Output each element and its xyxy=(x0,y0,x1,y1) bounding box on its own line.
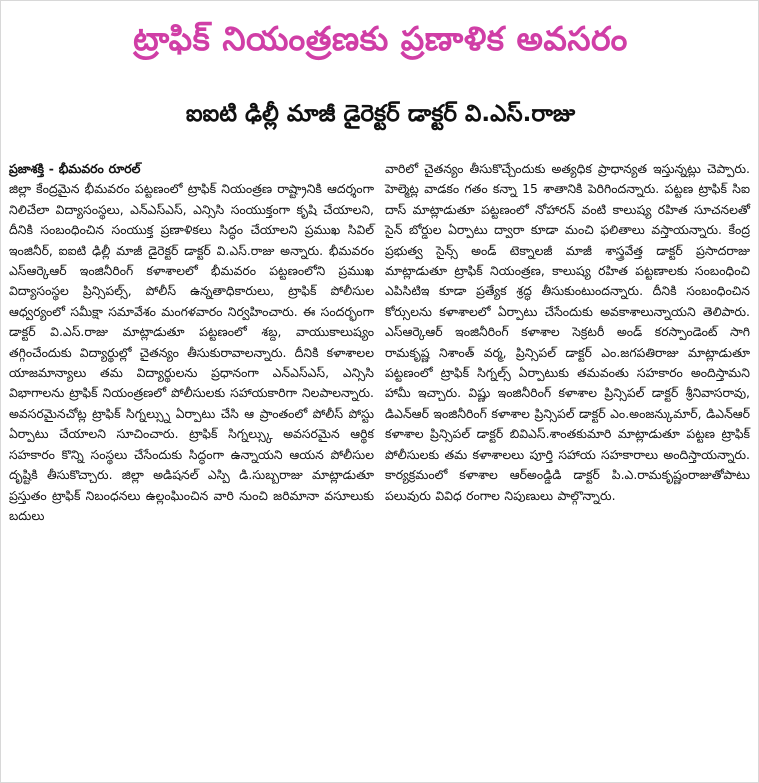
dateline: ప్రజాశక్తి - భీమవరం రూరల్ xyxy=(9,161,141,176)
body-text-right: వారిలో చైతన్యం తీసుకొచ్చేందుకు అత్యధిక ప్రాధాన్యత ఇస్తున్నట్లు చెప్పారు. హెల్మెట్ల వాడకం గతం కన్నా 15 శాతానికి పెరిగిందన్నారు. పట్టణ ట్రాఫిక్ సిఐ దాస్ మాట్లాడుతూ పట్టణంలో నోహారన్ వంటి కాలుష్య రహిత సూచనలతో సైన్ బోర్డుల ఏర్పాటు ద్వారా కూడా మంచి ఫలితాలు వస్తాయన్నారు. కేంద్ర ప్రభుత్వ సైన్స్ అండ్ టెక్నాలజీ మాజీ శాస్త్రవేత్త డాక్టర్ ప్రసాదరాజు మాట్లాడుతూ ట్రాఫిక్ నియంత్రణ, కాలుష్య రహిత పట్టణాలకు సంబంధించి ఎపిసిటిఇ కూడా ప్రత్యేక శ్రద్ధ తీసుకుంటుందన్నారు. దీనికి సంబంధించిన కోర్సులను కళాశాలలో ఏర్పాటు చేసేందుకు అవకాశాలున్నాయని తెలిపారు. ఎస్ఆర్కెఆర్ ఇంజినీరింగ్ కళాశాల సెక్రటరీ అండ్ కరస్పాండెంట్ సాగి రామకృష్ణ నిశాంత్ వర్మ, ప్రిన్సిపల్ డాక్టర్ ఎం.జగపతిరాజు మాట్లాడుతూ పట్టణంలో ట్రాఫిక్ సిగ్నల్స్ ఏర్పాటుకు తమవంతు సహకారం అందిస్తామని హామీ ఇచ్చారు. విష్ణు ఇంజినీరింగ్ కళాశాల ప్రిన్సిపల్ డాక్టర్ శ్రీనివాసరావు, డిఎన్ఆర్ ఇంజినీరింగ్ కళాశాల ప్రిన్సిపల్ డాక్టర్ ఎం.అంజన్కుమార్, డిఎన్ఆర్ కళాశాల ప్రిన్సిపల్ డాక్టర్ బివిఎస్.శాంతకుమారి మాట్లాడుతూ పట్టణ ట్రాఫిక్ పోలీసులకు తమ కళాశాలలు పూర్తి సహాయ సహకారాలు అందిస్తాయన్నారు. కార్యక్రమంలో కళాశాల ఆర్అండ్డిడి డాక్టర్ పి.ఎ.రామకృష్ణంరాజుతోపాటు పలువురు వివిధ రంగాల నిపుణులు పాల్గొన్నారు. xyxy=(385,161,750,503)
headline: ట్రాఫిక్ నియంత్రణకు ప్రణాళిక అవసరం xyxy=(133,19,628,58)
article-column-left xyxy=(9,159,374,526)
subheadline: ఐఐటి ఢిల్లీ మాజీ డైరెక్టర్ డాక్టర్ వి.ఎస్.రాజు xyxy=(185,101,576,127)
body-text-left: జిల్లా కేంద్రమైన భీమవరం పట్టణంలో ట్రాఫిక్ నియంత్రణ రాష్ట్రానికి ఆదర్శంగా నిలిచేలా విద్యాసంస్థలు, ఎన్ఎస్ఎస్, ఎన్సిసి సంయుక్తంగా కృషి చేయాలని, దీనికి సంబంధించిన సంయుక్త ప్రణాళికలు సిద్ధం చేయాలని ప్రముఖ సివిల్ ఇంజినీర్, ఐఐటి ఢిల్లీ మాజీ డైరెక్టర్ డాక్టర్ వి.ఎస్.రాజు అన్నారు. భీమవరం ఎస్ఆర్కెఆర్ ఇంజినీరింగ్ కళాశాలలో భీమవరం పట్టణంలోని ప్రముఖ విద్యాసంస్థల ప్రిన్సిపల్స్, పోలీస్ ఉన్నతాధికారులు, ట్రాఫిక్ పోలీసుల ఆధ్వర్యంలో సమీక్షా సమావేశం మంగళవారం నిర్వహించారు. ఈ సందర్భంగా డాక్టర్ వి.ఎస్.రాజు మాట్లాడుతూ పట్టణంలో శబ్ద, వాయుకాలుష్యం తగ్గించేందుకు విద్యార్థుల్లో చైతన్యం తీసుకురావాలన్నారు. దీనికి కళాశాలల యాజమాన్యాలు తమ విద్యార్థులను ప్రధానంగా ఎన్ఎస్ఎస్, ఎన్సిసి విభాగాలను ట్రాఫిక్ నియంత్రణలో పోలీసులకు సహాయకారిగా నిలపాలన్నారు. అవసరమైనచోట్ల ట్రాఫిక్ సిగ్నల్స్ను ఏర్పాటు చేసి ఆ ప్రాంతంలో పోలీస్ పోస్టు ఏర్పాటు చేయాలని సూచించారు. ట్రాఫిక్ సిగ్నల్స్కు అవసరమైన ఆర్థిక సహకారం కొన్ని సంస్థలు చేసేందుకు సిద్ధంగా ఉన్నాయని ఆయన పోలీసుల దృష్టికి తీసుకొచ్చారు. జిల్లా అడిషనల్ ఎస్పి డి.సుబ్బరాజు మాట్లాడుతూ ప్రస్తుతం ట్రాఫిక్ నిబంధనలు ఉల్లంఘించిన వారి నుంచి జరిమానా వసూలుకు బదులు xyxy=(9,181,374,523)
article-column-right xyxy=(385,159,750,506)
